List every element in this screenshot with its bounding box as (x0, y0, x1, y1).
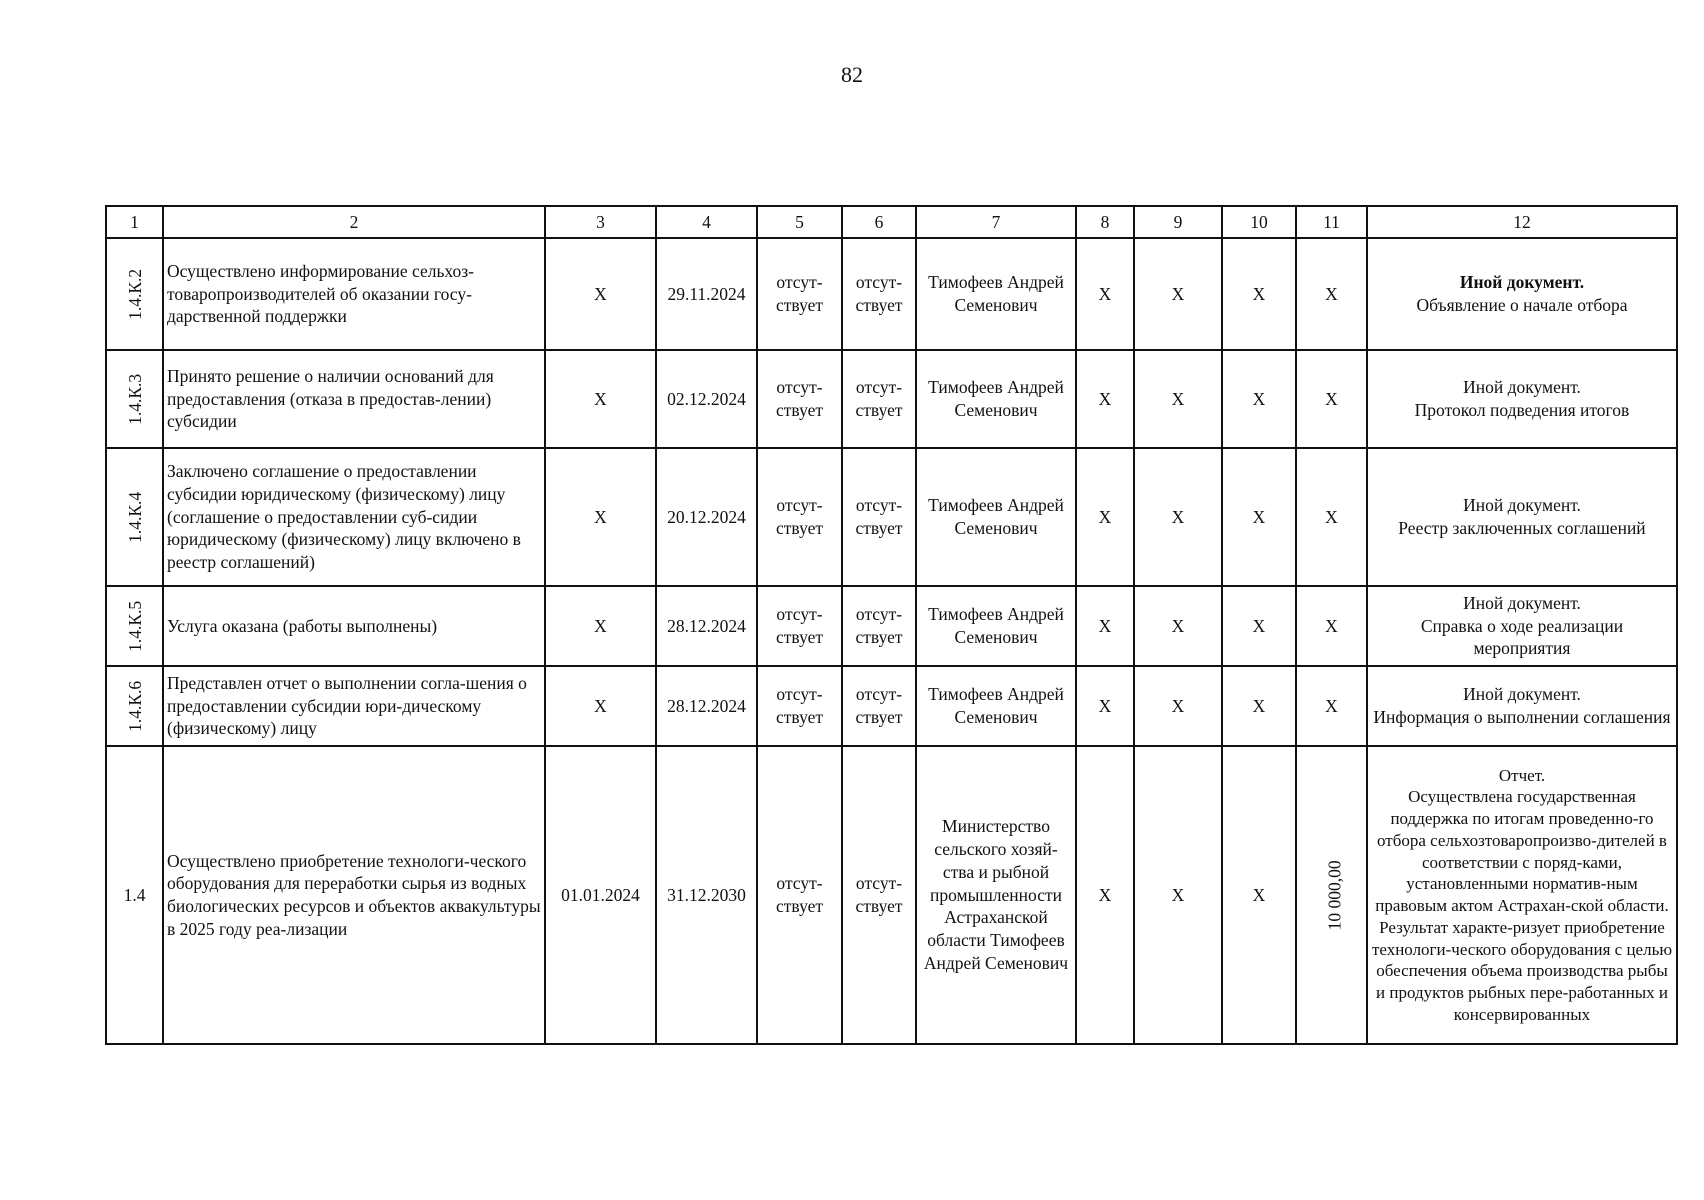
row-code-cell: 1.4 (106, 746, 163, 1044)
result-title: Иной документ. (1459, 272, 1585, 293)
column-header: 9 (1134, 206, 1222, 238)
col11-cell: Х (1296, 350, 1367, 448)
column-header: 6 (842, 206, 916, 238)
col11-cell: Х (1296, 586, 1367, 666)
row-code-cell (106, 238, 163, 350)
row-code: 1.4.К.2 (125, 268, 146, 320)
description-cell: Осуществлено информирование сельхоз-товаропроизводителей об оказании госу-дарственной поддержки (163, 238, 545, 350)
row-code: 1.4.К.5 (125, 600, 146, 652)
row-code-cell (106, 586, 163, 666)
result-title: Иной документ. (1463, 495, 1581, 516)
col9-cell: Х (1134, 238, 1222, 350)
result-title: Иной документ. (1463, 377, 1581, 398)
col11-cell: Х (1296, 238, 1367, 350)
col8-cell: Х (1076, 746, 1134, 1044)
end-date-cell: 29.11.2024 (656, 238, 757, 350)
col5-cell: отсут-ствует (757, 350, 842, 448)
col11-cell: Х (1296, 666, 1367, 746)
col8-cell: Х (1076, 666, 1134, 746)
amount-value: 10 000,00 (1324, 860, 1345, 930)
result-text: Информация о выполнении соглашения (1373, 707, 1671, 727)
end-date-cell: 20.12.2024 (656, 448, 757, 586)
table-row (106, 666, 1677, 746)
col8-cell: Х (1076, 586, 1134, 666)
col8-cell: Х (1076, 350, 1134, 448)
responsible-cell: Тимофеев Андрей Семенович (916, 448, 1076, 586)
table-row (106, 350, 1677, 448)
start-date-cell: Х (545, 238, 656, 350)
col6-cell: отсут-ствует (842, 350, 916, 448)
col5-cell: отсут-ствует (757, 586, 842, 666)
column-header: 8 (1076, 206, 1134, 238)
column-header: 5 (757, 206, 842, 238)
start-date-cell: Х (545, 350, 656, 448)
start-date-cell: Х (545, 666, 656, 746)
col8-cell: Х (1076, 448, 1134, 586)
col5-cell: отсут-ствует (757, 746, 842, 1044)
responsible-cell: Тимофеев Андрей Семенович (916, 666, 1076, 746)
result-cell (1367, 666, 1677, 746)
plan-table (105, 205, 1678, 1045)
description-cell: Заключено соглашение о предоставлении субсидии юридическому (физическому) лицу (соглашение о предоставлении суб-сидии юридическому (физическому) лицу включено в реестр соглашений) (163, 448, 545, 586)
responsible-cell: Тимофеев Андрей Семенович (916, 586, 1076, 666)
col9-cell: Х (1134, 586, 1222, 666)
column-header: 1 (106, 206, 163, 238)
end-date-cell: 28.12.2024 (656, 586, 757, 666)
table-row (106, 448, 1677, 586)
col5-cell: отсут-ствует (757, 666, 842, 746)
col6-cell: отсут-ствует (842, 238, 916, 350)
col9-cell: Х (1134, 666, 1222, 746)
col9-cell: Х (1134, 350, 1222, 448)
column-header: 10 (1222, 206, 1296, 238)
responsible-cell: Министерство сельского хозяй-ства и рыбной промышленности Астраханской области Тимофеев Андрей Семенович (916, 746, 1076, 1044)
header-row (106, 206, 1677, 238)
row-code-cell (106, 448, 163, 586)
row-code: 1.4.К.6 (125, 680, 146, 732)
column-header: 11 (1296, 206, 1367, 238)
col10-cell: Х (1222, 350, 1296, 448)
col9-cell: Х (1134, 746, 1222, 1044)
row-code-cell (106, 350, 163, 448)
result-title: Иной документ. (1463, 592, 1581, 613)
col6-cell: отсут-ствует (842, 746, 916, 1044)
result-text: Справка о ходе реализации мероприятия (1420, 615, 1624, 659)
result-cell (1367, 586, 1677, 666)
column-header: 7 (916, 206, 1076, 238)
result-cell (1367, 448, 1677, 586)
description-cell: Принято решение о наличии оснований для предоставления (отказа в предостав-лении) субсидии (163, 350, 545, 448)
end-date-cell: 02.12.2024 (656, 350, 757, 448)
column-header: 4 (656, 206, 757, 238)
responsible-cell: Тимофеев Андрей Семенович (916, 238, 1076, 350)
description-cell: Представлен отчет о выполнении согла-шения о предоставлении субсидии юри-дическому (физическому) лицу (163, 666, 545, 746)
amount-cell (1296, 746, 1367, 1044)
table-row (106, 238, 1677, 350)
col6-cell: отсут-ствует (842, 448, 916, 586)
col5-cell: отсут-ствует (757, 238, 842, 350)
start-date-cell: Х (545, 448, 656, 586)
responsible-cell: Тимофеев Андрей Семенович (916, 350, 1076, 448)
table-row (106, 586, 1677, 666)
result-title: Иной документ. (1463, 684, 1581, 705)
row-code: 1.4.К.4 (125, 491, 146, 543)
row-code-cell (106, 666, 163, 746)
result-cell (1367, 238, 1677, 350)
column-header: 3 (545, 206, 656, 238)
col6-cell: отсут-ствует (842, 586, 916, 666)
col10-cell: Х (1222, 448, 1296, 586)
col11-cell: Х (1296, 448, 1367, 586)
page-number: 82 (841, 62, 863, 87)
row-code: 1.4.К.3 (125, 373, 146, 425)
col10-cell: Х (1222, 746, 1296, 1044)
description-cell: Услуга оказана (работы выполнены) (163, 586, 545, 666)
col10-cell: Х (1222, 238, 1296, 350)
table-row (106, 746, 1677, 1044)
col10-cell: Х (1222, 666, 1296, 746)
col9-cell: Х (1134, 448, 1222, 586)
column-header: 12 (1367, 206, 1677, 238)
description-cell: Осуществлено приобретение технологи-ческого оборудования для переработки сырья из водных биологических ресурсов и объектов аквакультуры в 2025 году реа-лизации (163, 746, 545, 1044)
result-cell (1367, 350, 1677, 448)
result-title: Отчет. (1498, 765, 1546, 785)
result-text: Объявление о начале отбора (1416, 295, 1628, 315)
result-text: Осуществлена государственная поддержка по итогам проведенно-го отбора сельхозтоваропроизво-дителей в соответствии с поряд-ками, установленными норматив-ным правовым актом Астрахан-ской области. Результат характе-ризует приобретение технологи-ческого оборудования с целью обеспечения объема производства рыбы и продуктов рыбных пере-работанных и консервированных (1371, 787, 1673, 1024)
start-date-cell: 01.01.2024 (545, 746, 656, 1044)
col10-cell: Х (1222, 586, 1296, 666)
column-header: 2 (163, 206, 545, 238)
end-date-cell: 28.12.2024 (656, 666, 757, 746)
col6-cell: отсут-ствует (842, 666, 916, 746)
col8-cell: Х (1076, 238, 1134, 350)
end-date-cell: 31.12.2030 (656, 746, 757, 1044)
col5-cell: отсут-ствует (757, 448, 842, 586)
result-text: Протокол подведения итогов (1414, 400, 1630, 420)
start-date-cell: Х (545, 586, 656, 666)
result-text: Реестр заключенных соглашений (1398, 518, 1646, 538)
result-cell (1367, 746, 1677, 1044)
